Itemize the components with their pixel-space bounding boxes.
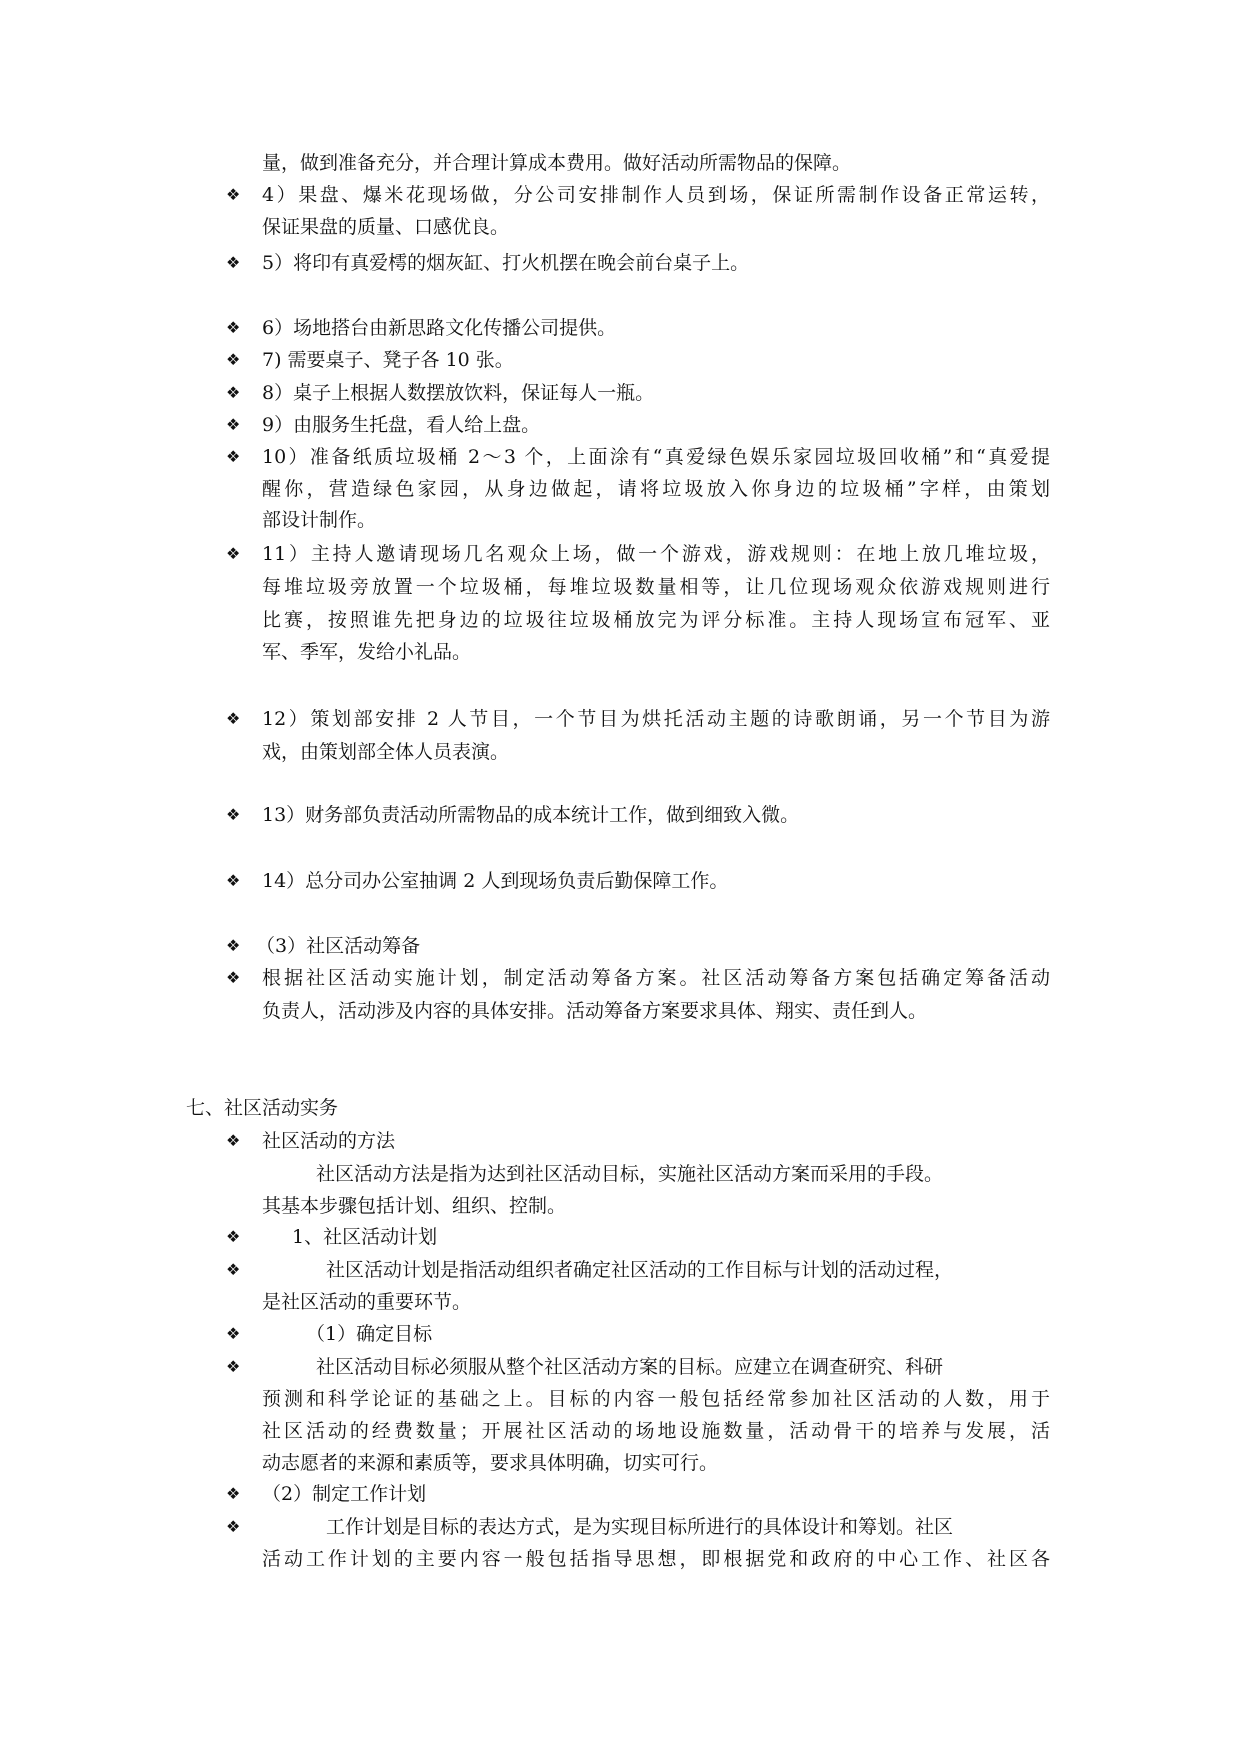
list-item-line: 预测和科学论证的基础之上。目标的内容一般包括经常参加社区活动的人数，用于 (262, 1388, 1050, 1410)
list-item-line: 活动工作计划的主要内容一般包括指导思想，即根据党和政府的中心工作、社区各 (262, 1548, 1050, 1570)
list-item-line: 社区活动目标必须服从整个社区活动方案的目标。应建立在调查研究、科研 (316, 1356, 944, 1378)
list-item-line: 是社区活动的重要环节。 (262, 1291, 472, 1313)
list-item-line: （3）社区活动筹备 (256, 935, 421, 957)
list-item-line: 7) 需要桌子、凳子各 10 张。 (262, 349, 514, 371)
diamond-bullet-icon: ❖ (226, 1260, 241, 1279)
list-item-line: 动志愿者的来源和素质等，要求具体明确，切实可行。 (262, 1452, 719, 1474)
diamond-bullet-icon: ❖ (226, 936, 241, 955)
diamond-bullet-icon: ❖ (226, 871, 241, 890)
list-item-line: 9）由服务生托盘，看人给上盘。 (262, 414, 541, 436)
list-item-line: 社区活动的方法 (262, 1130, 396, 1152)
diamond-bullet-icon: ❖ (226, 318, 241, 337)
diamond-bullet-icon: ❖ (226, 709, 241, 728)
paragraph-line: 社区活动方法是指为达到社区活动目标，实施社区活动方案而采用的手段。 (316, 1163, 944, 1185)
list-item-line: 1、社区活动计划 (292, 1226, 438, 1248)
list-item-line: 工作计划是目标的表达方式，是为实现目标所进行的具体设计和筹划。社区 (326, 1516, 954, 1538)
diamond-bullet-icon: ❖ (226, 1324, 241, 1343)
list-item-line: 6）场地搭台由新思路文化传播公司提供。 (262, 317, 617, 339)
paragraph-line: 量，做到准备充分，并合理计算成本费用。做好活动所需物品的保障。 (262, 152, 852, 174)
list-item-line: 每堆垃圾旁放置一个垃圾桶，每堆垃圾数量相等，让几位现场观众依游戏规则进行 (262, 576, 1050, 598)
list-item-line: 8）桌子上根据人数摆放饮料，保证每人一瓶。 (262, 382, 655, 404)
list-item-line: 戏，由策划部全体人员表演。 (262, 741, 510, 763)
diamond-bullet-icon: ❖ (226, 805, 241, 824)
diamond-bullet-icon: ❖ (226, 383, 241, 402)
diamond-bullet-icon: ❖ (226, 968, 241, 987)
diamond-bullet-icon: ❖ (226, 1517, 241, 1536)
list-item-line: 4）果盘、爆米花现场做，分公司安排制作人员到场，保证所需制作设备正常运转， (262, 184, 1050, 206)
list-item-line: 醒你，营造绿色家园，从身边做起，请将垃圾放入你身边的垃圾桶”字样，由策划 (262, 478, 1050, 500)
paragraph-line: 其基本步骤包括计划、组织、控制。 (262, 1195, 567, 1217)
list-item-line: 保证果盘的质量、口感优良。 (262, 216, 510, 238)
list-item-line: 负责人，活动涉及内容的具体安排。活动筹备方案要求具体、翔实、责任到人。 (262, 1000, 928, 1022)
list-item-line: 部设计制作。 (262, 509, 377, 531)
list-item-line: 社区活动的经费数量；开展社区活动的场地设施数量，活动骨干的培养与发展，活 (262, 1420, 1050, 1442)
list-item-line: 社区活动计划是指活动组织者确定社区活动的工作目标与计划的活动过程， (326, 1259, 954, 1281)
list-item-line: 14）总分司办公室抽调 2 人到现场负责后勤保障工作。 (262, 870, 729, 892)
list-item-line: 13）财务部负责活动所需物品的成本统计工作，做到细致入微。 (262, 804, 800, 826)
list-item-line: 12）策划部安排 2 人节目，一个节目为烘托活动主题的诗歌朗诵，另一个节目为游 (262, 708, 1050, 730)
diamond-bullet-icon: ❖ (226, 415, 241, 434)
list-item-line: 军、季军，发给小礼品。 (262, 641, 472, 663)
diamond-bullet-icon: ❖ (226, 1357, 241, 1376)
diamond-bullet-icon: ❖ (226, 1227, 241, 1246)
list-item-line: 比赛，按照谁先把身边的垃圾往垃圾桶放完为评分标准。主持人现场宣布冠军、亚 (262, 609, 1050, 631)
diamond-bullet-icon: ❖ (226, 1484, 241, 1503)
list-item-line: 10）准备纸质垃圾桶 2～3 个，上面涂有“真爱绿色娱乐家园垃圾回收桶”和“真爱提 (262, 446, 1050, 468)
diamond-bullet-icon: ❖ (226, 350, 241, 369)
list-item-line: （2）制定工作计划 (262, 1483, 427, 1505)
diamond-bullet-icon: ❖ (226, 253, 241, 272)
diamond-bullet-icon: ❖ (226, 447, 241, 466)
section-heading: 七、社区活动实务 (186, 1097, 339, 1119)
list-item-line: （1）确定目标 (306, 1323, 433, 1345)
list-item-line: 根据社区活动实施计划，制定活动筹备方案。社区活动筹备方案包括确定筹备活动 (262, 967, 1050, 989)
list-item-line: 5）将印有真爱樗的烟灰缸、打火机摆在晚会前台桌子上。 (262, 252, 750, 274)
diamond-bullet-icon: ❖ (226, 544, 241, 563)
diamond-bullet-icon: ❖ (226, 1131, 241, 1150)
diamond-bullet-icon: ❖ (226, 185, 241, 204)
list-item-line: 11）主持人邀请现场几名观众上场，做一个游戏，游戏规则：在地上放几堆垃圾， (262, 543, 1050, 565)
